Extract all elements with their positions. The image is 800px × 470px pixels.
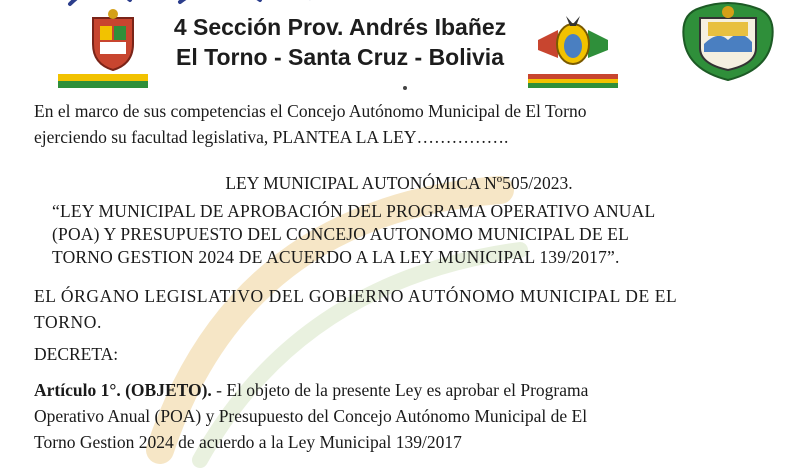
article-1 [34, 377, 764, 455]
legislative-organ-heading [34, 283, 764, 335]
article-1-line-1: - El objeto de la presente Ley es aprobar el Programa [211, 380, 589, 400]
letterhead-line-2: El Torno - Santa Cruz - Bolivia [176, 44, 504, 70]
letterhead-line-1: 4 Sección Prov. Andrés Ibañez [173, 14, 507, 40]
el-torno-emblem-icon [678, 0, 778, 87]
flag-bar-middle [528, 74, 618, 88]
bolivia-coat-of-arms-icon [528, 10, 618, 77]
article-1-line-3: Torno Gestion 2024 de acuerdo a la Ley Municipal 139/2017 [34, 432, 462, 452]
article-1-heading: Artículo 1°. (OBJETO). [34, 380, 212, 400]
law-quote-line-2: (POA) Y PRESUPUESTO DEL CONCEJO AUTONOMO MUNICIPAL DE EL [52, 224, 630, 244]
article-1-line-2: Operativo Anual (POA) y Presupuesto del Concejo Autónomo Municipal de El [34, 406, 588, 426]
intro-line-2: ejerciendo su facultad legislativa, PLANTEA LA LEY……………. [34, 127, 509, 147]
intro-line-1: En el marco de sus competencias el Concejo Autónomo Municipal de El Torno [34, 101, 587, 121]
decreta-heading: DECRETA: [34, 344, 119, 364]
law-quote [52, 200, 742, 269]
law-quote-line-1: “LEY MUNICIPAL DE APROBACIÓN DEL PROGRAMA OPERATIVO ANUAL [52, 201, 656, 221]
law-title: LEY MUNICIPAL AUTONÓMICA Nº505/2023. [225, 173, 573, 193]
organ-line-1: EL ÓRGANO LEGISLATIVO DEL GOBIERNO AUTÓNOMO MUNICIPAL DE EL [34, 286, 678, 306]
intro-paragraph [34, 98, 764, 150]
flag-bar-left [58, 74, 148, 88]
organ-line-2: TORNO. [34, 312, 102, 332]
document-body [34, 98, 764, 455]
letterhead-title [150, 12, 530, 72]
letterhead [0, 0, 800, 95]
law-quote-line-3: TORNO GESTION 2024 DE ACUERDO A LA LEY MUNICIPAL 139/2017”. [52, 247, 620, 267]
header-dot [403, 86, 407, 90]
municipal-shield-icon [88, 8, 138, 77]
